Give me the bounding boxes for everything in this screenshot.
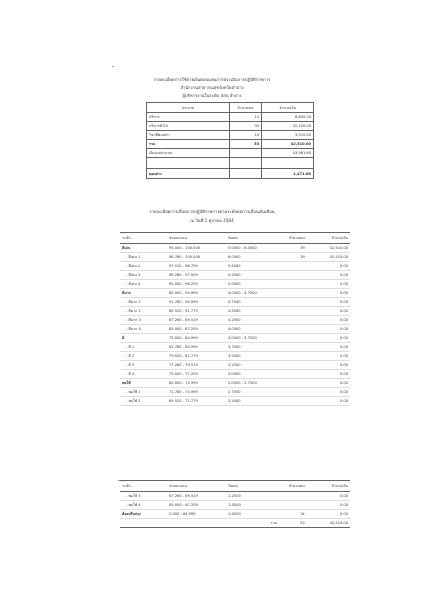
cell: 71.780 - 74.999 <box>167 388 226 397</box>
cell <box>279 307 307 316</box>
cell: พอใช้ <box>120 379 167 388</box>
cell: 42,510.00 <box>307 519 350 528</box>
doc-subtitle-2: ผู้บริหารงานในระดับ สสจ.ลำปาง <box>182 93 242 98</box>
summary-header-row <box>147 103 314 113</box>
table-row <box>147 131 314 140</box>
header-cell: ระดับ <box>120 233 167 244</box>
table-row <box>120 280 350 289</box>
cell: 53 <box>279 519 307 528</box>
total-row <box>147 140 314 149</box>
cell: 75.000 - 84.999 <box>167 334 226 343</box>
blank-row <box>147 158 314 169</box>
cell <box>229 169 261 179</box>
header-cell: จำนวนเงิน <box>307 481 350 492</box>
table-row <box>120 271 350 280</box>
table-row <box>120 298 350 307</box>
cell <box>279 289 307 298</box>
cell: 89.520 - 91.779 <box>167 307 226 316</box>
cell: 0.00 <box>307 492 350 501</box>
cell: 0.00 <box>307 316 350 325</box>
cell <box>279 379 307 388</box>
cell: บริหารทั่วไป <box>147 122 230 131</box>
section-date: ณ วันที่ 1 ตุลาคม 2564 <box>190 218 234 223</box>
cell: 14 <box>279 510 307 519</box>
cell: - ดีมาก 1 <box>120 298 167 307</box>
cell: 75.000 - 77.259 <box>167 370 226 379</box>
cell <box>229 158 261 169</box>
cell: 3.7500 <box>226 343 279 352</box>
cell: 42,510.00 <box>307 253 350 262</box>
cell <box>120 519 167 528</box>
table-row <box>120 253 350 262</box>
header-cell: ประเภท <box>147 103 230 113</box>
cell: 2.0000 - 2.7500 <box>226 379 279 388</box>
cell: - ดีเด่น 1 <box>120 253 167 262</box>
cell: 30 <box>229 122 261 131</box>
cell: - ดี 3 <box>120 361 167 370</box>
table-row <box>120 343 350 352</box>
grade-table-continued <box>120 480 350 528</box>
cell: วิชาชีพเฉพาะ <box>147 131 230 140</box>
cell: 5.2500 <box>226 271 279 280</box>
cell: 0.00 <box>307 510 350 519</box>
cell: 95.000 - 96.259 <box>167 280 226 289</box>
cell: 0.00 <box>307 334 350 343</box>
doc-title: รายละเอียดการใช้จ่ายเงินตอบแทนการประเมินการปฏิบัติราชการ <box>153 77 271 82</box>
table-row <box>120 388 350 397</box>
cell: - ดีเด่น 4 <box>120 280 167 289</box>
table-row <box>120 334 350 343</box>
cell: 0.00 <box>307 262 350 271</box>
cell <box>279 397 307 406</box>
cell: บริหาร <box>147 113 230 122</box>
cell <box>279 262 307 271</box>
cell <box>262 158 314 169</box>
header-cell: ร้อยละ <box>226 481 279 492</box>
cell: 4.5000 <box>226 307 279 316</box>
cell: 0.00 <box>307 298 350 307</box>
cell: 3.2500 <box>226 361 279 370</box>
cell <box>229 149 261 158</box>
header-cell: ช่วงคะแนน <box>167 233 226 244</box>
cell <box>279 352 307 361</box>
cell: 81.780 - 84.999 <box>167 343 226 352</box>
header-cell: ร้อยละ <box>226 233 279 244</box>
cell: 1,471.65 <box>262 169 314 179</box>
cell <box>279 316 307 325</box>
table-row <box>120 397 350 406</box>
cell <box>279 280 307 289</box>
cell: ดีเด่น <box>120 244 167 253</box>
cell: 39 <box>279 253 307 262</box>
cell: - ดีมาก 4 <box>120 325 167 334</box>
cell: - ดี 1 <box>120 343 167 352</box>
cell: 2.5000 <box>226 397 279 406</box>
difference-row <box>147 169 314 179</box>
cell <box>279 370 307 379</box>
table-row <box>120 262 350 271</box>
header-cell: ช่วงคะแนน <box>167 481 226 492</box>
cell: - ดี 2 <box>120 352 167 361</box>
cell: 0.00 <box>307 379 350 388</box>
cell: 0.00 <box>307 388 350 397</box>
header-cell: จำนวนคน <box>279 233 307 244</box>
table-row <box>120 352 350 361</box>
cell: ดี <box>120 334 167 343</box>
summary-table <box>146 102 314 179</box>
cell: - พอใช้ 1 <box>120 388 167 397</box>
cell: 0.00 <box>307 397 350 406</box>
cell <box>279 325 307 334</box>
cell: เงินงบประมาณ <box>147 149 230 158</box>
cell: 96.260 - 97.509 <box>167 271 226 280</box>
cell: 85.000 - 87.259 <box>167 325 226 334</box>
header-cell: ระดับ <box>120 481 167 492</box>
grade-table <box>120 232 350 406</box>
cell: - ดี 4 <box>120 370 167 379</box>
table-row <box>120 501 350 510</box>
cell: รวม <box>147 140 230 149</box>
cell: 4.2500 <box>226 316 279 325</box>
cell: 12 <box>229 113 261 122</box>
table-row <box>120 510 350 519</box>
cell: 2.2500 <box>226 492 279 501</box>
cell: 85.000 - 94.999 <box>167 289 226 298</box>
cell: 0.00 <box>307 271 350 280</box>
cell <box>167 519 226 528</box>
table-row <box>120 316 350 325</box>
cell: 2.0000 <box>226 501 279 510</box>
table-row <box>147 113 314 122</box>
cell: 5.5000 <box>226 262 279 271</box>
table-row <box>120 361 350 370</box>
cell <box>279 492 307 501</box>
cell: 42,510.00 <box>262 140 314 149</box>
cell: - พอใช้ 4 <box>120 501 167 510</box>
cell <box>279 388 307 397</box>
cell: 0.00 <box>307 352 350 361</box>
grade-table-body <box>120 492 350 519</box>
grade-table-body <box>120 244 350 406</box>
cell: ยอดต่าง <box>147 169 230 179</box>
cell: 43,981.65 <box>262 149 314 158</box>
cell: - ดีเด่น 3 <box>120 271 167 280</box>
cell: 6.0000 <box>226 253 279 262</box>
cell: 87.260 - 89.519 <box>167 316 226 325</box>
cell: 79.520 - 81.779 <box>167 352 226 361</box>
cell: 98.760 - 100.000 <box>167 253 226 262</box>
cell: ต้องปรับปรุง <box>120 510 167 519</box>
cell: 6,850.00 <box>262 113 314 122</box>
cell: 0.000 - 64.999 <box>167 510 226 519</box>
cell: 95.000 - 100.000 <box>167 244 226 253</box>
cell: 3,510.00 <box>262 131 314 140</box>
cell: 4.0000 - 4.7500 <box>226 289 279 298</box>
cell: 0.00 <box>307 280 350 289</box>
cell: - พอใช้ 2 <box>120 397 167 406</box>
header-cell: จำนวนคน <box>229 103 261 113</box>
cell: - ดีเด่น 2 <box>120 262 167 271</box>
cell: 10 <box>229 131 261 140</box>
cell: 0.00 <box>307 307 350 316</box>
section-title: รายละเอียดการเลื่อนการปฏิบัติราชการตามระดับผลการเลื่อนเงินเดือน <box>149 209 275 214</box>
cell: 53 <box>229 140 261 149</box>
header-cell: จำนวนเงิน <box>262 103 314 113</box>
cell: 65.000 - 67.259 <box>167 501 226 510</box>
cell: รวม <box>226 519 279 528</box>
table-row <box>120 492 350 501</box>
cell: 3.0000 - 3.7500 <box>226 334 279 343</box>
cell: 97.510 - 98.759 <box>167 262 226 271</box>
grade-header-row <box>120 233 350 244</box>
cell <box>279 334 307 343</box>
header-cell: จำนวนคน <box>279 481 307 492</box>
table-row <box>120 289 350 298</box>
cell: 2.7500 <box>226 388 279 397</box>
total-row <box>120 519 350 528</box>
cell <box>279 501 307 510</box>
cell: - ดีมาก 2 <box>120 307 167 316</box>
cell: 39 <box>279 244 307 253</box>
cell <box>279 271 307 280</box>
table-row <box>120 307 350 316</box>
cell: - ดีมาก 3 <box>120 316 167 325</box>
scan-speck <box>112 66 114 67</box>
cell <box>279 298 307 307</box>
table-row <box>147 122 314 131</box>
cell: 5.0000 <box>226 280 279 289</box>
cell <box>147 158 230 169</box>
table-row <box>120 379 350 388</box>
cell: 42,510.00 <box>307 244 350 253</box>
cell: 91.780 - 94.999 <box>167 298 226 307</box>
doc-subtitle: สำนักงานสาธารณสุขจังหวัดลำปาง <box>180 85 244 90</box>
cell: 0.00 <box>307 325 350 334</box>
cell <box>279 361 307 370</box>
cell: 0.00 <box>307 289 350 298</box>
cell: 67.260 - 69.519 <box>167 492 226 501</box>
cell: 5.0000 - 6.0000 <box>226 244 279 253</box>
cell: - พอใช้ 3 <box>120 492 167 501</box>
cell: 77.260 - 79.519 <box>167 361 226 370</box>
cell: 4.7500 <box>226 298 279 307</box>
table-row <box>120 325 350 334</box>
cell: 3.0000 <box>226 370 279 379</box>
table-row <box>120 370 350 379</box>
cell: ดีมาก <box>120 289 167 298</box>
cell: 0.00 <box>307 370 350 379</box>
cell <box>279 343 307 352</box>
cell: 3.5000 <box>226 352 279 361</box>
cell: 32,150.00 <box>262 122 314 131</box>
cell: 0.00 <box>307 361 350 370</box>
grade-header-row <box>120 481 350 492</box>
cell: 0.00 <box>307 501 350 510</box>
cell: 4.0000 <box>226 325 279 334</box>
table-row <box>120 244 350 253</box>
cell: 60.000 - 74.999 <box>167 379 226 388</box>
budget-row <box>147 149 314 158</box>
cell: 0.00 <box>307 343 350 352</box>
header-cell: จำนวนเงิน <box>307 233 350 244</box>
cell: 0.0000 <box>226 510 279 519</box>
cell: 69.520 - 71.779 <box>167 397 226 406</box>
